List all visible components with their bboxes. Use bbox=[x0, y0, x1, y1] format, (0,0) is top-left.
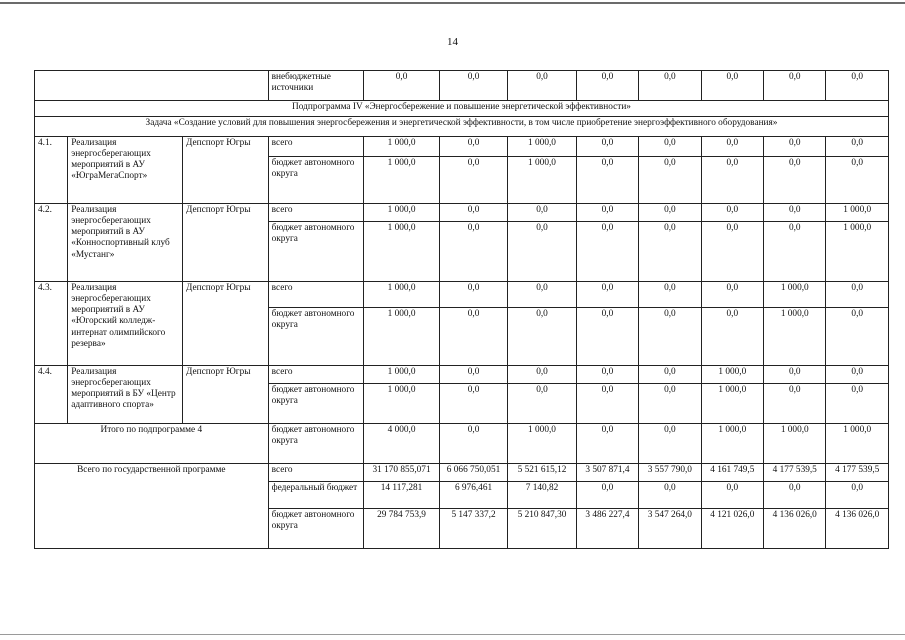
value-cell: 0,0 bbox=[764, 482, 826, 509]
value-cell: 1 000,0 bbox=[701, 384, 763, 424]
funding-source-label: бюджет автономного округа bbox=[268, 509, 364, 549]
subtotal-label: Итого по подпрограмме 4 bbox=[35, 424, 269, 464]
value-cell: 3 557 790,0 bbox=[639, 464, 701, 482]
value-cell: 4 177 539,5 bbox=[764, 464, 826, 482]
measure-name: Реализация энергосберегающих мероприятий в АУ «Конноспортивный клуб «Мустанг» bbox=[68, 204, 183, 282]
value-cell: 0,0 bbox=[576, 366, 638, 384]
value-cell: 4 177 539,5 bbox=[826, 464, 889, 482]
value-cell: 1 000,0 bbox=[364, 308, 440, 366]
measure-name: Реализация энергосберегающих мероприятий в АУ «ЮграМегаСпорт» bbox=[68, 137, 183, 204]
table-row-measure-total bbox=[35, 282, 889, 308]
measure-number: 4.1. bbox=[35, 137, 68, 204]
value-cell: 0,0 bbox=[439, 308, 507, 366]
value-cell: 0,0 bbox=[508, 366, 576, 384]
value-cell: 3 507 871,4 bbox=[576, 464, 638, 482]
value-cell: 0,0 bbox=[764, 137, 826, 157]
value-cell: 0,0 bbox=[764, 157, 826, 204]
blank-cell bbox=[35, 71, 269, 101]
value-cell: 0,0 bbox=[639, 222, 701, 282]
value-cell: 0,0 bbox=[701, 282, 763, 308]
value-cell: 0,0 bbox=[439, 222, 507, 282]
measure-executor: Депспорт Югры bbox=[183, 204, 269, 282]
subprogram-title-row bbox=[35, 101, 889, 117]
table-row-carry-over bbox=[35, 71, 889, 101]
funding-source-label: всего bbox=[268, 282, 364, 308]
value-cell: 29 784 753,9 bbox=[364, 509, 440, 549]
value-cell: 0,0 bbox=[639, 366, 701, 384]
value-cell: 0,0 bbox=[826, 157, 889, 204]
task-title: Задача «Создание условий для повышения энергосбережения и энергетической эффективности, в том числе приобретение энергоэффективного оборудования» bbox=[35, 117, 889, 137]
value-cell: 0,0 bbox=[701, 482, 763, 509]
value-cell: 1 000,0 bbox=[508, 157, 576, 204]
value-cell: 0,0 bbox=[508, 71, 576, 101]
value-cell: 0,0 bbox=[639, 204, 701, 222]
funding-source-label: федеральный бюджет bbox=[268, 482, 364, 509]
page-number: 14 bbox=[447, 36, 458, 48]
value-cell: 5 210 847,30 bbox=[508, 509, 576, 549]
measure-number: 4.2. bbox=[35, 204, 68, 282]
value-cell: 0,0 bbox=[439, 157, 507, 204]
funding-source-label: бюджет автономного округа bbox=[268, 157, 364, 204]
value-cell: 0,0 bbox=[439, 424, 507, 464]
value-cell: 0,0 bbox=[764, 204, 826, 222]
value-cell: 0,0 bbox=[576, 308, 638, 366]
scan-bottom-edge bbox=[0, 634, 905, 635]
value-cell: 0,0 bbox=[639, 282, 701, 308]
measure-name: Реализация энергосберегающих мероприятий в БУ «Центр адаптивного спорта» bbox=[68, 366, 183, 424]
value-cell: 3 486 227,4 bbox=[576, 509, 638, 549]
value-cell: 0,0 bbox=[576, 157, 638, 204]
value-cell: 5 521 615,12 bbox=[508, 464, 576, 482]
value-cell: 0,0 bbox=[826, 366, 889, 384]
funding-source-label: всего bbox=[268, 464, 364, 482]
table-row-subtotal bbox=[35, 424, 889, 464]
value-cell: 31 170 855,071 bbox=[364, 464, 440, 482]
value-cell: 0,0 bbox=[639, 137, 701, 157]
measure-executor: Депспорт Югры bbox=[183, 366, 269, 424]
value-cell: 0,0 bbox=[508, 384, 576, 424]
value-cell: 0,0 bbox=[576, 71, 638, 101]
value-cell: 0,0 bbox=[576, 424, 638, 464]
value-cell: 0,0 bbox=[639, 424, 701, 464]
value-cell: 0,0 bbox=[764, 384, 826, 424]
value-cell: 0,0 bbox=[439, 204, 507, 222]
value-cell: 1 000,0 bbox=[364, 137, 440, 157]
value-cell: 0,0 bbox=[826, 137, 889, 157]
value-cell: 0,0 bbox=[576, 222, 638, 282]
value-cell: 3 547 264,0 bbox=[639, 509, 701, 549]
funding-source-label: всего bbox=[268, 366, 364, 384]
value-cell: 0,0 bbox=[439, 384, 507, 424]
value-cell: 0,0 bbox=[576, 384, 638, 424]
value-cell: 0,0 bbox=[639, 384, 701, 424]
funding-source-label: внебюджетные источники bbox=[268, 71, 364, 101]
value-cell: 4 000,0 bbox=[364, 424, 440, 464]
value-cell: 0,0 bbox=[764, 71, 826, 101]
measure-executor: Депспорт Югры bbox=[183, 282, 269, 366]
table-row-measure-total bbox=[35, 137, 889, 157]
value-cell: 0,0 bbox=[701, 137, 763, 157]
subprogram-title: Подпрограмма IV «Энергосбережение и повышение энергетической эффективности» bbox=[35, 101, 889, 117]
value-cell: 0,0 bbox=[576, 204, 638, 222]
value-cell: 0,0 bbox=[764, 222, 826, 282]
value-cell: 4 121 026,0 bbox=[701, 509, 763, 549]
value-cell: 1 000,0 bbox=[826, 424, 889, 464]
value-cell: 0,0 bbox=[639, 482, 701, 509]
value-cell: 1 000,0 bbox=[508, 137, 576, 157]
value-cell: 0,0 bbox=[439, 71, 507, 101]
funding-source-label: бюджет автономного округа bbox=[268, 222, 364, 282]
value-cell: 1 000,0 bbox=[826, 222, 889, 282]
funding-source-label: всего bbox=[268, 204, 364, 222]
value-cell: 0,0 bbox=[826, 482, 889, 509]
value-cell: 0,0 bbox=[364, 71, 440, 101]
value-cell: 0,0 bbox=[439, 282, 507, 308]
value-cell: 1 000,0 bbox=[826, 204, 889, 222]
value-cell: 1 000,0 bbox=[701, 424, 763, 464]
value-cell: 14 117,281 bbox=[364, 482, 440, 509]
value-cell: 0,0 bbox=[826, 282, 889, 308]
value-cell: 1 000,0 bbox=[364, 204, 440, 222]
value-cell: 0,0 bbox=[639, 71, 701, 101]
measure-number: 4.4. bbox=[35, 366, 68, 424]
value-cell: 0,0 bbox=[576, 137, 638, 157]
value-cell: 4 161 749,5 bbox=[701, 464, 763, 482]
value-cell: 0,0 bbox=[764, 366, 826, 384]
value-cell: 0,0 bbox=[508, 308, 576, 366]
value-cell: 0,0 bbox=[701, 204, 763, 222]
funding-source-label: всего bbox=[268, 137, 364, 157]
value-cell: 6 066 750,051 bbox=[439, 464, 507, 482]
value-cell: 0,0 bbox=[701, 71, 763, 101]
value-cell: 0,0 bbox=[639, 308, 701, 366]
value-cell: 0,0 bbox=[576, 282, 638, 308]
funding-source-label: бюджет автономного округа bbox=[268, 384, 364, 424]
value-cell: 1 000,0 bbox=[764, 424, 826, 464]
value-cell: 1 000,0 bbox=[508, 424, 576, 464]
value-cell: 0,0 bbox=[826, 308, 889, 366]
value-cell: 0,0 bbox=[439, 137, 507, 157]
value-cell: 4 136 026,0 bbox=[764, 509, 826, 549]
value-cell: 1 000,0 bbox=[364, 384, 440, 424]
funding-source-label: бюджет автономного округа bbox=[268, 424, 364, 464]
value-cell: 4 136 026,0 bbox=[826, 509, 889, 549]
value-cell: 0,0 bbox=[576, 482, 638, 509]
measure-number: 4.3. bbox=[35, 282, 68, 366]
value-cell: 0,0 bbox=[508, 282, 576, 308]
value-cell: 5 147 337,2 bbox=[439, 509, 507, 549]
value-cell: 0,0 bbox=[508, 204, 576, 222]
value-cell: 0,0 bbox=[439, 366, 507, 384]
value-cell: 0,0 bbox=[508, 222, 576, 282]
value-cell: 1 000,0 bbox=[701, 366, 763, 384]
value-cell: 0,0 bbox=[701, 222, 763, 282]
task-title-row bbox=[35, 117, 889, 137]
value-cell: 1 000,0 bbox=[364, 366, 440, 384]
value-cell: 7 140,82 bbox=[508, 482, 576, 509]
value-cell: 1 000,0 bbox=[364, 222, 440, 282]
value-cell: 0,0 bbox=[826, 384, 889, 424]
value-cell: 0,0 bbox=[639, 157, 701, 204]
value-cell: 0,0 bbox=[826, 71, 889, 101]
funding-source-label: бюджет автономного округа bbox=[268, 308, 364, 366]
value-cell: 0,0 bbox=[701, 157, 763, 204]
value-cell: 1 000,0 bbox=[764, 308, 826, 366]
table-row-grand-total bbox=[35, 464, 889, 482]
table-row-measure-total bbox=[35, 366, 889, 384]
measure-executor: Депспорт Югры bbox=[183, 137, 269, 204]
measure-name: Реализация энергосберегающих мероприятий в АУ «Югорский колледж-интернат олимпийского резерва» bbox=[68, 282, 183, 366]
value-cell: 1 000,0 bbox=[764, 282, 826, 308]
value-cell: 6 976,461 bbox=[439, 482, 507, 509]
program-funding-table bbox=[34, 70, 889, 549]
value-cell: 1 000,0 bbox=[364, 157, 440, 204]
table-row-measure-total bbox=[35, 204, 889, 222]
value-cell: 1 000,0 bbox=[364, 282, 440, 308]
value-cell: 0,0 bbox=[701, 308, 763, 366]
scan-top-edge bbox=[0, 2, 905, 4]
grand-total-label: Всего по государственной программе bbox=[35, 464, 269, 549]
